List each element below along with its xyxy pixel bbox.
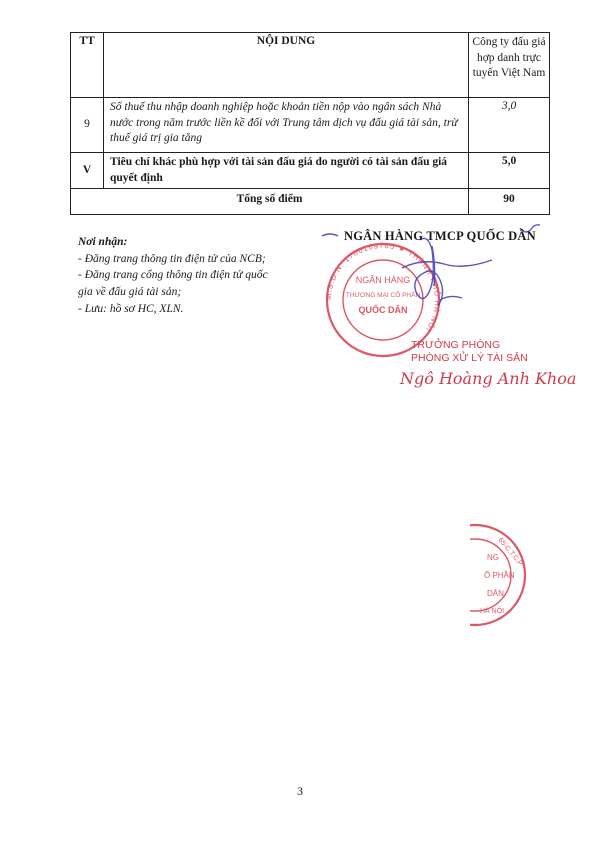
row-content: Tiêu chí khác phù hợp với tài sản đấu giá do người có tài sản đấu giá quyết định — [104, 153, 469, 189]
signing-bank-name: NGÂN HÀNG TMCP QUỐC DÂN — [344, 229, 536, 243]
header-content: NỘI DUNG — [104, 33, 469, 98]
row-number: V — [71, 153, 104, 189]
svg-text:M.S.D.N: 1700169765 ★ THÀNH PH — [324, 241, 443, 334]
recipient-item: - Đăng trang cổng thông tin điện tử quốc gia về đấu giá tài sản; — [78, 269, 268, 299]
header-company: Công ty đấu giá hợp danh trực tuyến Việt Nam — [469, 33, 550, 98]
row-score: 3,0 — [469, 98, 550, 153]
svg-text:65-C.T.C.P: 65-C.T.C.P — [496, 536, 524, 568]
row-content: Số thuế thu nhập doanh nghiệp hoặc khoản tiền nộp vào ngân sách Nhà nước trong năm trước liền kề đối với Trung tâm dịch vụ đấu giá tài sản, trừ thuế giá trị gia tăng — [104, 98, 469, 153]
signer-name: Ngô Hoàng Anh Khoa — [400, 369, 577, 388]
total-score: 90 — [469, 189, 550, 215]
svg-text:DÂN: DÂN — [487, 589, 504, 598]
signer-title — [411, 339, 528, 364]
partial-stamp — [418, 520, 525, 630]
header-tt: TT — [71, 33, 104, 98]
stamp-text-line3: QUỐC DÂN — [358, 305, 408, 315]
signer-title-line2: PHÒNG XỬ LÝ TÀI SẢN — [411, 351, 528, 364]
row-number: 9 — [71, 98, 104, 153]
recipient-item: - Đăng trang thông tin điện tử của NCB; — [78, 252, 266, 265]
stamp-ring-text: M.S.D.N: 1700169765 ★ THÀNH PHỐ HÀ NỘI — [323, 240, 443, 335]
recipients-heading: Nơi nhận: — [78, 236, 128, 248]
total-label: Tổng số điểm — [71, 189, 469, 215]
stamp-text-line2: THƯƠNG MẠI CỔ PHẦN — [345, 292, 421, 299]
signer-title-line1: TRƯỞNG PHÒNG — [411, 339, 501, 351]
svg-text:NG: NG — [487, 553, 499, 562]
svg-text:HÀ NỘI: HÀ NỘI — [480, 608, 505, 615]
page-number: 3 — [297, 784, 303, 798]
stamp-text-line1: NGÂN HÀNG — [355, 275, 411, 285]
recipient-item: - Lưu: hồ sơ HC, XLN. — [78, 302, 184, 315]
svg-text:Ổ PHẦN: Ổ PHẦN — [484, 571, 515, 580]
row-score: 5,0 — [469, 153, 550, 189]
